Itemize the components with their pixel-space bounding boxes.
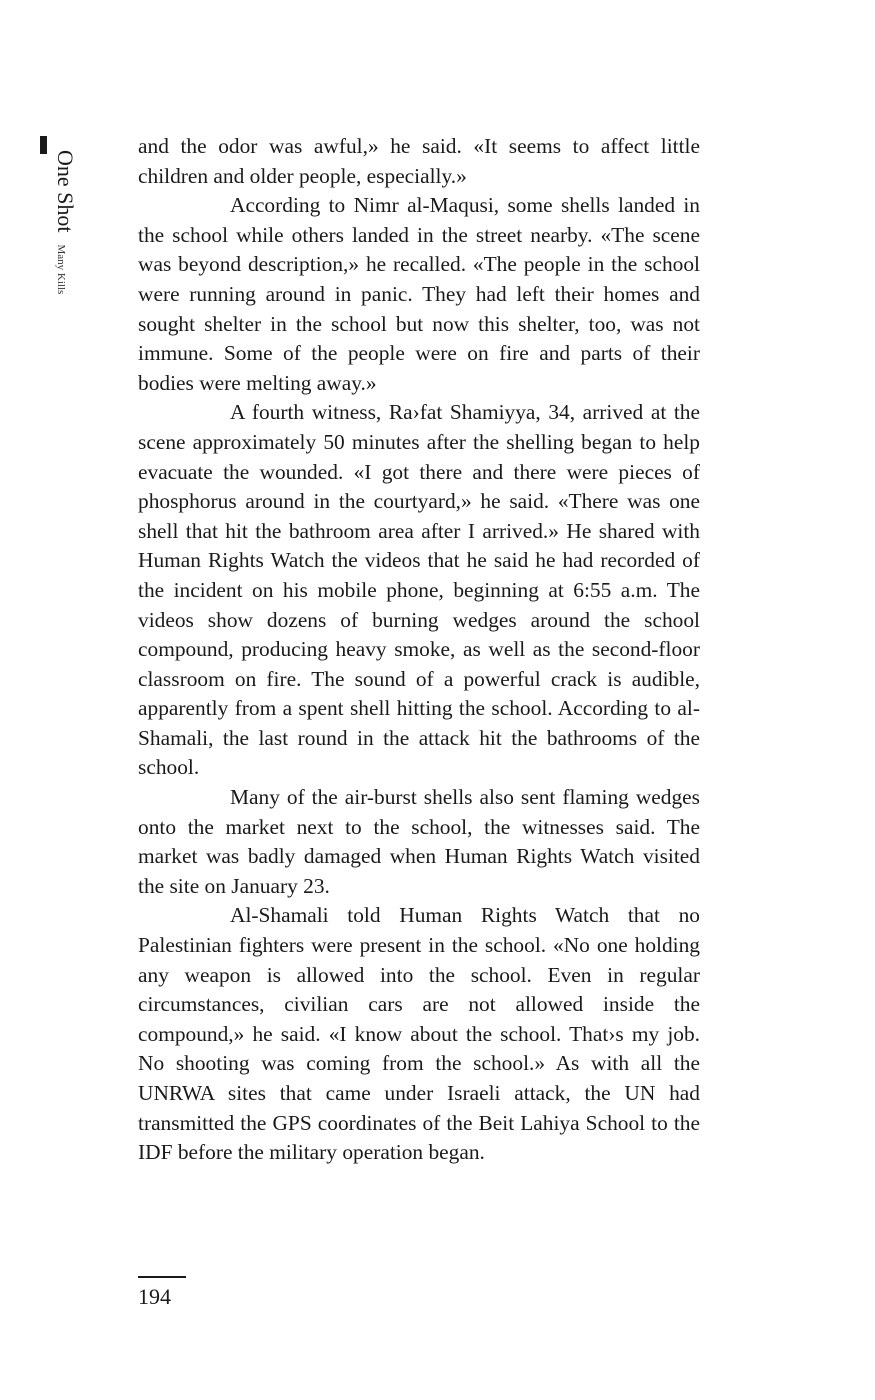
body-text (138, 132, 700, 1168)
running-header (52, 150, 78, 294)
paragraph: A fourth witness, Ra›fat Shamiyya, 34, arrived at the scene approximately 50 minutes after the shelling began to help evacuate the wounded. «I got there and there were pieces of phosphorus around in the courtyard,» he said. «There was one shell that hit the bathroom area after I arrived.» He shared with Human Rights Watch the videos that he said he had recorded of the incident on his mobile phone, beginning at 6:55 a.m. The videos show dozens of burning wedges around the school compound, producing heavy smoke, as well as the second-floor classroom on fire. The sound of a powerful crack is audible, apparently from a spent shell hitting the school. According to al-Shamali, the last round in the attack hit the bathrooms of the school. (138, 400, 700, 780)
paragraph: According to Nimr al-Maqusi, some shells landed in the school while others landed in the street nearby. «The scene was beyond description,» he recalled. «The people in the school were running around in panic. They had left their homes and sought shelter in the school but now this shelter, too, was not immune. Some of the people were on fire and parts of their bodies were melting away.» (138, 193, 700, 395)
running-header-title: One Shot (53, 150, 78, 233)
running-header-subtitle: Many Kills (55, 244, 67, 295)
running-header-bar (40, 136, 47, 154)
paragraph: and the odor was awful,» he said. «It seems to affect little children and older people, especially.» (138, 134, 700, 188)
paragraph: Many of the air-burst shells also sent flaming wedges onto the market next to the school, the witnesses said. The market was badly damaged when Human Rights Watch visited the site on January 23. (138, 785, 700, 898)
page-number: 194 (138, 1284, 171, 1309)
page-number-rule (138, 1276, 186, 1278)
paragraph: Al-Shamali told Human Rights Watch that no Palestinian fighters were present in the school. «No one holding any weapon is allowed into the school. Even in regular circumstances, civilian cars are not allowed inside the compound,» he said. «I know about the school. That›s my job. No shooting was coming from the school.» As with all the UNRWA sites that came under Israeli attack, the UN had transmitted the GPS coordinates of the Beit Lahiya School to the IDF before the military operation began. (138, 903, 700, 1165)
